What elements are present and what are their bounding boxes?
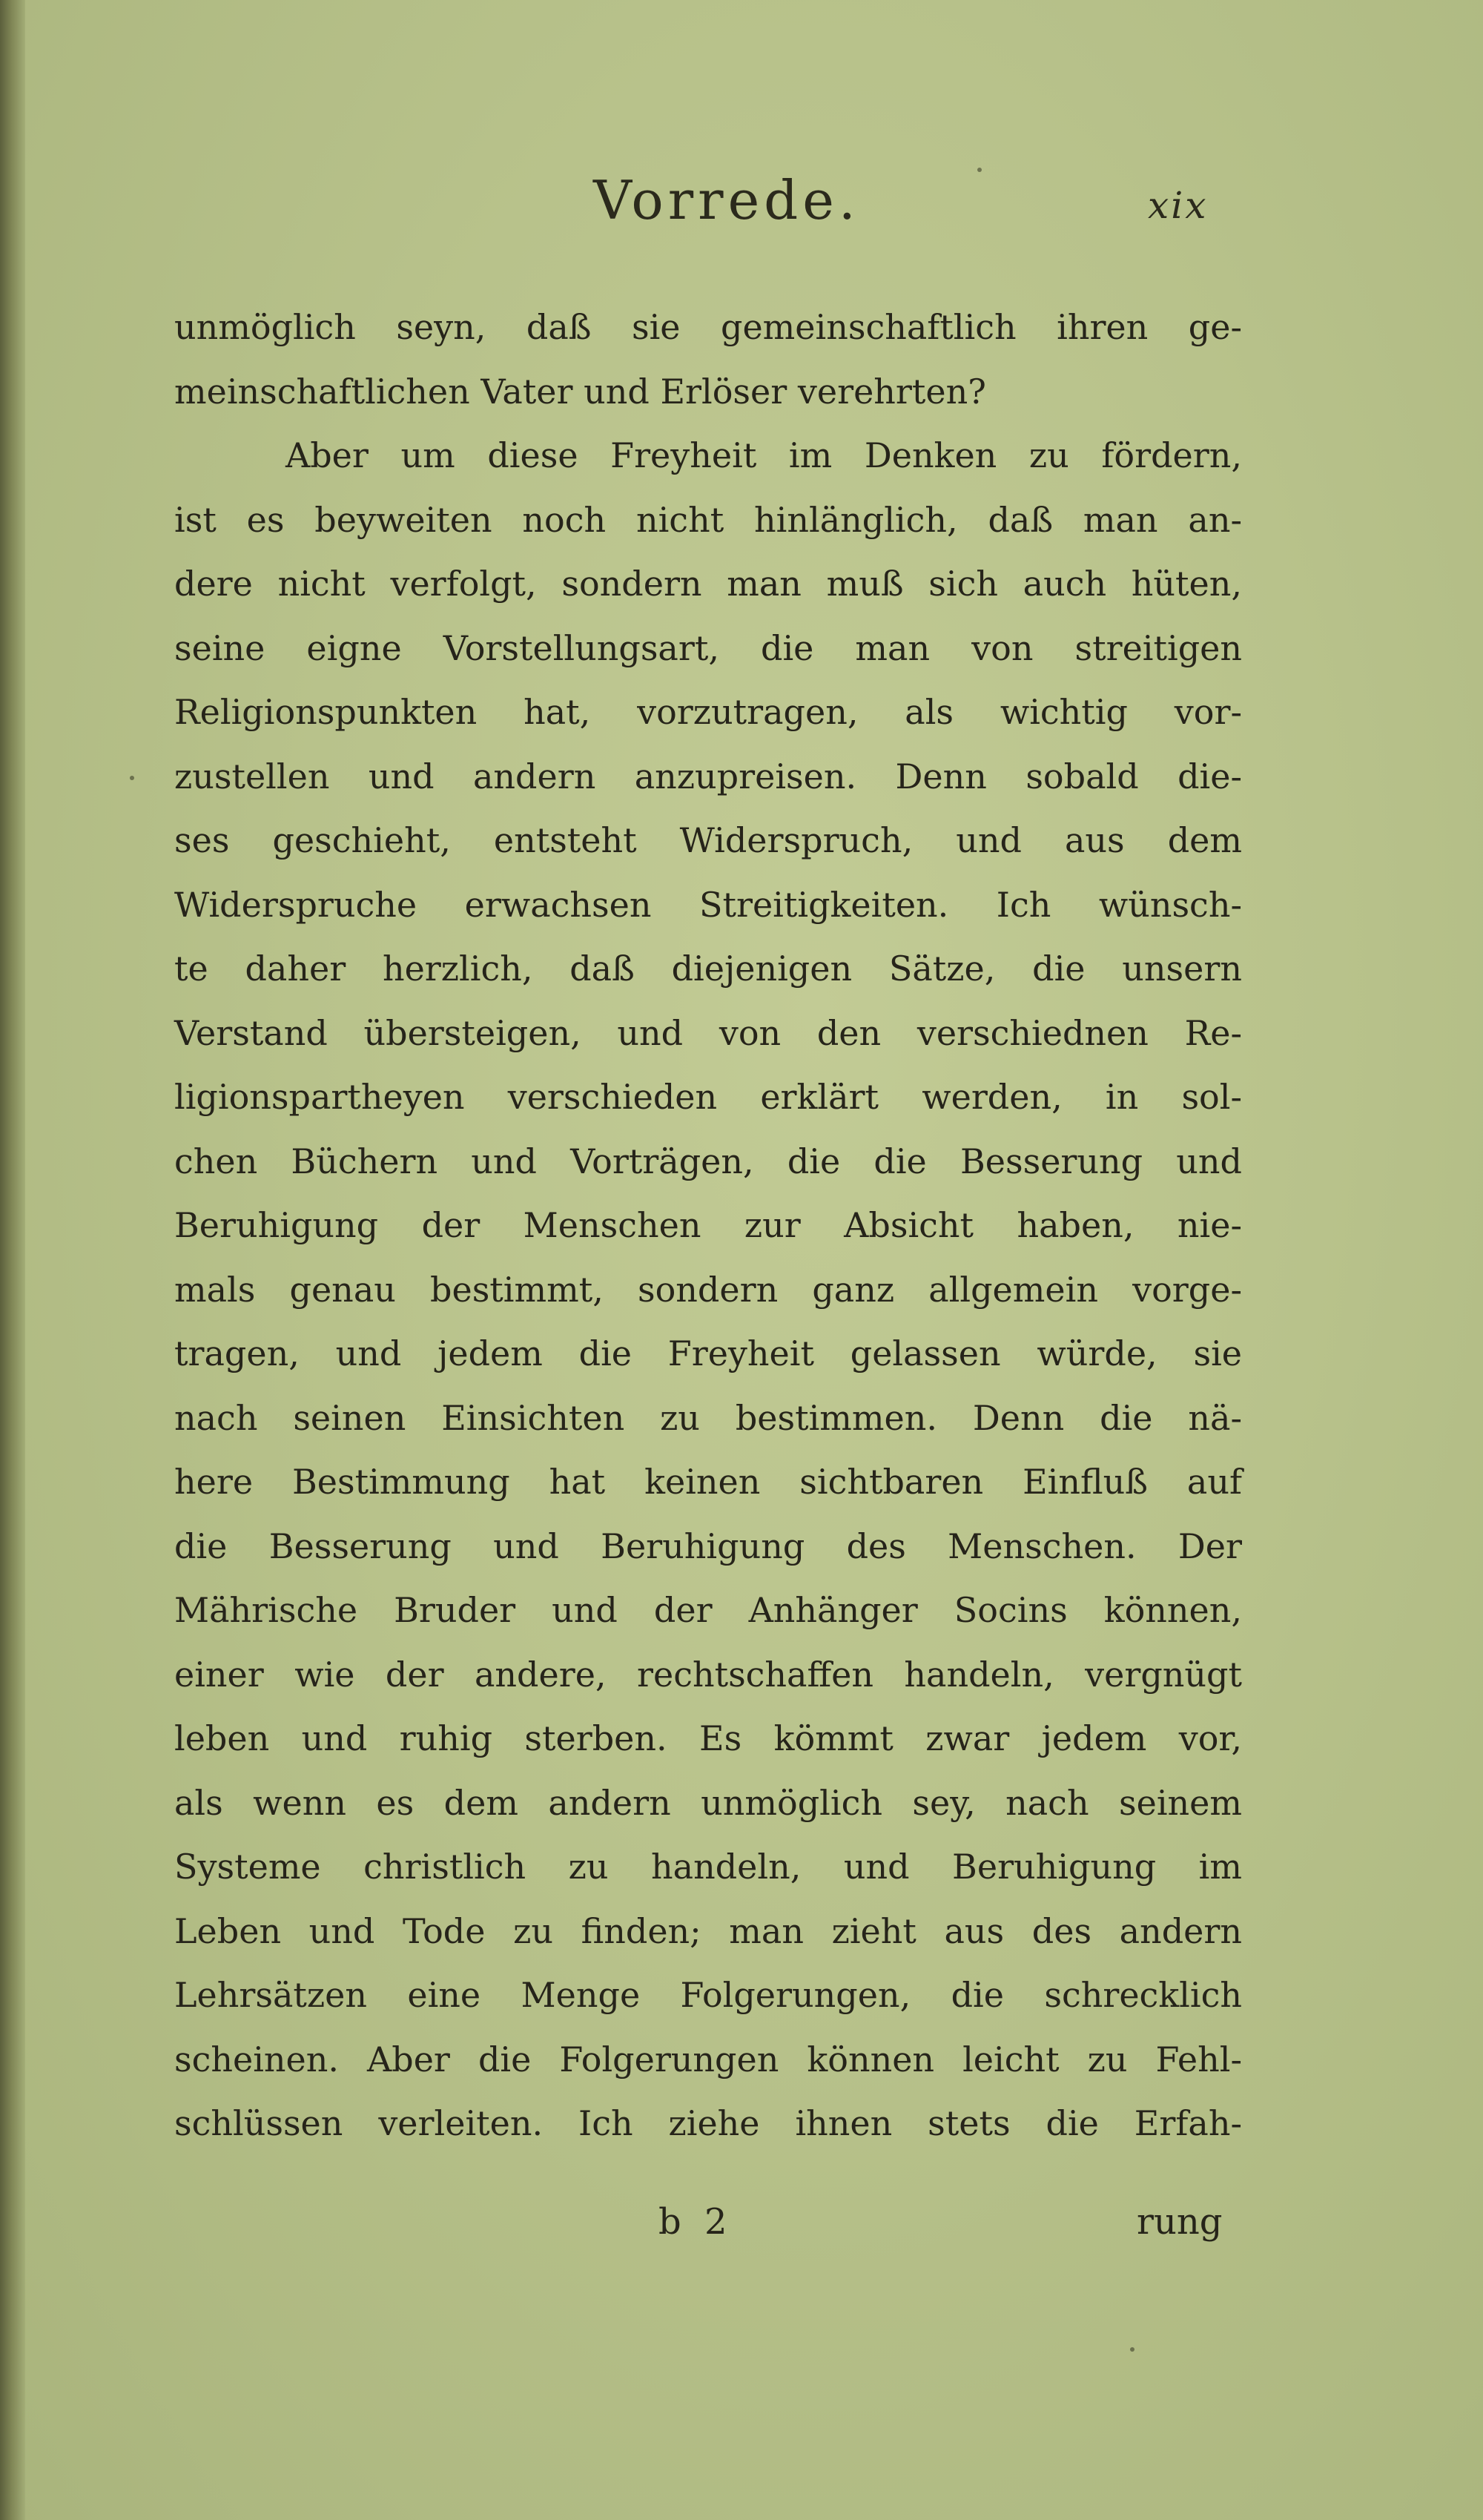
catchword: rung [1137, 2201, 1223, 2243]
text-line: zustellen und andern anzupreisen. Denn sobald die- [174, 756, 1242, 796]
text-line: scheinen. Aber die Folgerungen können leicht zu Fehl- [174, 2039, 1242, 2079]
text-line: nach seinen Einsichten zu bestimmen. Denn die nä- [174, 1397, 1242, 1438]
text-line: leben und ruhig sterben. Es kömmt zwar jedem vor, [174, 1718, 1242, 1758]
text-line: unmöglich seyn, daß sie gemeinschaftlich ihren ge- [174, 307, 1242, 347]
text-line: seine eigne Vorstellungsart, die man von streitigen [174, 627, 1242, 668]
paper-speck [977, 168, 982, 172]
text-line: ligionspartheyen verschieden erklärt werden, in sol- [174, 1077, 1242, 1117]
text-line: meinschaftlichen Vater und Erlöser verehrten? [174, 371, 986, 412]
page-number: xix [1148, 184, 1209, 227]
text-line: Widerspruche erwachsen Streitigkeiten. Ich wünsch- [174, 884, 1242, 925]
text-line: ses geschieht, entsteht Widerspruch, und aus dem [174, 820, 1242, 860]
text-line: chen Büchern und Vorträgen, die die Besserung und [174, 1141, 1242, 1181]
text-line: als wenn es dem andern unmöglich sey, nach seinem [174, 1782, 1242, 1823]
text-line: mals genau bestimmt, sondern ganz allgemein vorge- [174, 1269, 1242, 1310]
text-line: Beruhigung der Menschen zur Absicht haben, nie- [174, 1205, 1242, 1245]
text-line: die Besserung und Beruhigung des Menschen. Der [174, 1525, 1242, 1566]
page-header [0, 169, 1483, 251]
running-head: Vorrede. [593, 169, 860, 231]
text-line: ist es beyweiten noch nicht hinlänglich, daß man an- [174, 499, 1242, 540]
page-footer [0, 2201, 1483, 2260]
text-line: Aber um diese Freyheit im Denken zu fördern, [285, 435, 1242, 475]
text-line: here Bestimmung hat keinen sichtbaren Einfluß auf [174, 1462, 1242, 1502]
text-line: tragen, und jedem die Freyheit gelassen würde, sie [174, 1333, 1242, 1373]
signature-mark: b 2 [658, 2201, 733, 2243]
text-line: schlüssen verleiten. Ich ziehe ihnen stets die Erfah- [174, 2103, 1242, 2143]
text-line: te daher herzlich, daß diejenigen Sätze, die unsern [174, 949, 1242, 989]
text-line: dere nicht verfolgt, sondern man muß sich auch hüten, [174, 564, 1242, 604]
text-line: Systeme christlich zu handeln, und Beruhigung im [174, 1847, 1242, 1887]
text-line: Lehrsätzen eine Menge Folgerungen, die schrecklich [174, 1975, 1242, 2015]
binding-edge [0, 0, 25, 2520]
text-line: Verstand übersteigen, und von den verschiednen Re- [174, 1012, 1242, 1053]
text-line: Religionspunkten hat, vorzutragen, als wichtig vor- [174, 692, 1242, 732]
paper-speck [1130, 2347, 1134, 2352]
body-text [174, 295, 1242, 2156]
text-line: einer wie der andere, rechtschaffen handeln, vergnügt [174, 1654, 1242, 1695]
text-line: Leben und Tode zu finden; man zieht aus des andern [174, 1910, 1242, 1951]
paper-speck [130, 776, 134, 780]
text-line: Mährische Bruder und der Anhänger Socins können, [174, 1590, 1242, 1630]
